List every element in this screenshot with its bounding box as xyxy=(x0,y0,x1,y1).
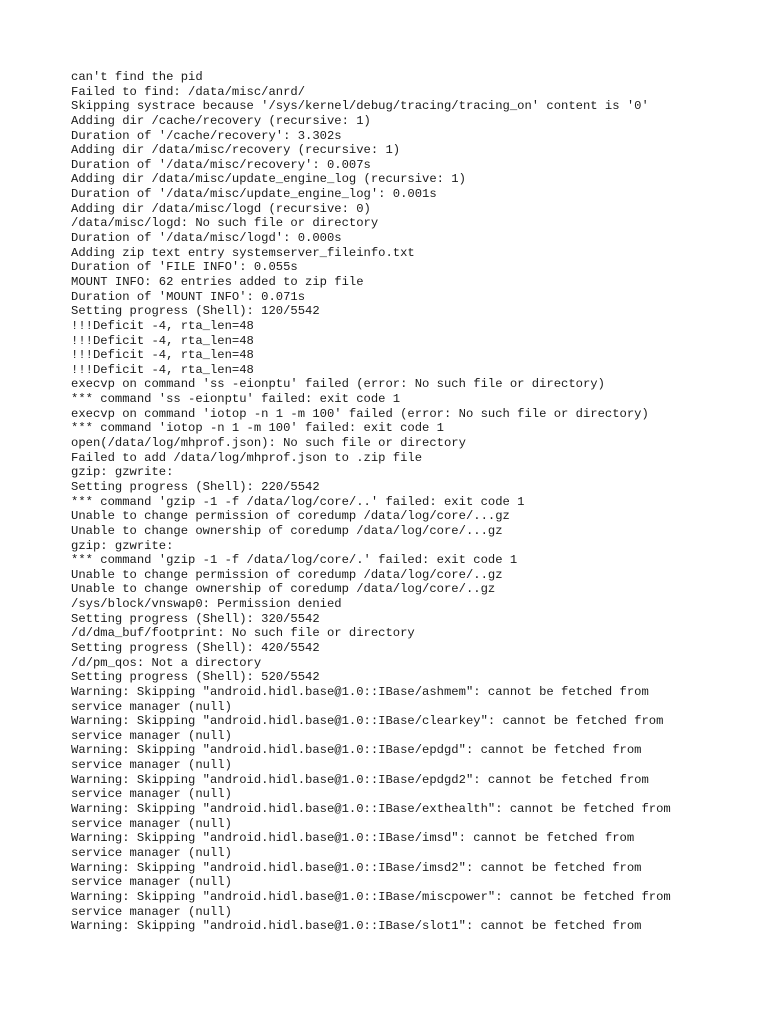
log-line: service manager (null) xyxy=(71,845,232,860)
log-line: Unable to change permission of coredump /data/log/core/..gz xyxy=(71,567,503,582)
log-line: Warning: Skipping "android.hidl.base@1.0::IBase/clearkey": cannot be fetched from xyxy=(71,714,664,729)
log-line: gzip: gzwrite: xyxy=(71,538,174,553)
log-line: Warning: Skipping "android.hidl.base@1.0::IBase/ashmem": cannot be fetched from xyxy=(71,684,649,699)
log-line: Setting progress (Shell): 220/5542 xyxy=(71,479,320,494)
log-line: /data/misc/logd: No such file or directory xyxy=(71,216,379,231)
log-line: Setting progress (Shell): 120/5542 xyxy=(71,304,320,319)
log-line: Failed to find: /data/misc/anrd/ xyxy=(71,84,306,99)
log-line: Adding dir /data/misc/recovery (recursive: 1) xyxy=(71,143,401,158)
log-line: *** command 'gzip -1 -f /data/log/core/.' failed: exit code 1 xyxy=(71,553,518,568)
log-line: service manager (null) xyxy=(71,904,232,919)
log-line: Unable to change ownership of coredump /data/log/core/..gz xyxy=(71,582,496,597)
log-line: Unable to change permission of coredump /data/log/core/...gz xyxy=(71,509,510,524)
log-line: service manager (null) xyxy=(71,699,232,714)
log-line: Duration of '/data/misc/logd': 0.000s xyxy=(71,231,342,246)
log-line: *** command 'iotop -n 1 -m 100' failed: exit code 1 xyxy=(71,421,444,436)
log-line: service manager (null) xyxy=(71,728,232,743)
log-line: *** command 'ss -eionptu' failed: exit code 1 xyxy=(71,392,401,407)
log-line: !!!Deficit -4, rta_len=48 xyxy=(71,318,254,333)
log-line: Adding dir /data/misc/update_engine_log (recursive: 1) xyxy=(71,172,466,187)
log-line: /d/pm_qos: Not a directory xyxy=(71,655,262,670)
log-line: Unable to change ownership of coredump /data/log/core/...gz xyxy=(71,523,503,538)
log-line: MOUNT INFO: 62 entries added to zip file xyxy=(71,274,364,289)
log-line: Duration of 'FILE INFO': 0.055s xyxy=(71,260,298,275)
log-line: Adding dir /cache/recovery (recursive: 1) xyxy=(71,113,371,128)
log-line: !!!Deficit -4, rta_len=48 xyxy=(71,348,254,363)
log-line: service manager (null) xyxy=(71,816,232,831)
log-line: Duration of '/cache/recovery': 3.302s xyxy=(71,128,342,143)
log-line: service manager (null) xyxy=(71,758,232,773)
log-line: open(/data/log/mhprof.json): No such file or directory xyxy=(71,436,466,451)
log-page xyxy=(71,70,751,1010)
log-line: Setting progress (Shell): 420/5542 xyxy=(71,640,320,655)
log-line: /sys/block/vnswap0: Permission denied xyxy=(71,597,342,612)
log-line: !!!Deficit -4, rta_len=48 xyxy=(71,333,254,348)
log-line: Warning: Skipping "android.hidl.base@1.0::IBase/epdgd": cannot be fetched from xyxy=(71,743,642,758)
log-line: service manager (null) xyxy=(71,787,232,802)
log-line: Duration of '/data/misc/update_engine_log': 0.001s xyxy=(71,187,437,202)
log-line: Duration of 'MOUNT INFO': 0.071s xyxy=(71,289,306,304)
log-line: *** command 'gzip -1 -f /data/log/core/..' failed: exit code 1 xyxy=(71,494,525,509)
log-line: Warning: Skipping "android.hidl.base@1.0::IBase/epdgd2": cannot be fetched from xyxy=(71,772,649,787)
log-line: Adding dir /data/misc/logd (recursive: 0) xyxy=(71,201,371,216)
log-line: execvp on command 'ss -eionptu' failed (error: No such file or directory) xyxy=(71,377,605,392)
log-line: Setting progress (Shell): 520/5542 xyxy=(71,670,320,685)
log-line: Warning: Skipping "android.hidl.base@1.0::IBase/slot1": cannot be fetched from xyxy=(71,919,642,934)
log-line: Warning: Skipping "android.hidl.base@1.0::IBase/imsd2": cannot be fetched from xyxy=(71,860,642,875)
log-line: gzip: gzwrite: xyxy=(71,465,174,480)
log-text xyxy=(71,70,751,934)
log-line: Warning: Skipping "android.hidl.base@1.0::IBase/miscpower": cannot be fetched from xyxy=(71,889,671,904)
log-line: Warning: Skipping "android.hidl.base@1.0::IBase/exthealth": cannot be fetched from xyxy=(71,802,671,817)
log-line: Adding zip text entry systemserver_fileinfo.txt xyxy=(71,245,415,260)
log-line: Setting progress (Shell): 320/5542 xyxy=(71,611,320,626)
log-line: Duration of '/data/misc/recovery': 0.007s xyxy=(71,157,371,172)
log-line: !!!Deficit -4, rta_len=48 xyxy=(71,362,254,377)
log-line: Skipping systrace because '/sys/kernel/debug/tracing/tracing_on' content is '0' xyxy=(71,99,649,114)
log-line: /d/dma_buf/footprint: No such file or directory xyxy=(71,626,415,641)
log-line: can't find the pid xyxy=(71,70,203,84)
log-line: execvp on command 'iotop -n 1 -m 100' failed (error: No such file or directory) xyxy=(71,406,649,421)
log-line: Warning: Skipping "android.hidl.base@1.0::IBase/imsd": cannot be fetched from xyxy=(71,831,635,846)
log-line: service manager (null) xyxy=(71,875,232,890)
log-line: Failed to add /data/log/mhprof.json to .zip file xyxy=(71,450,423,465)
